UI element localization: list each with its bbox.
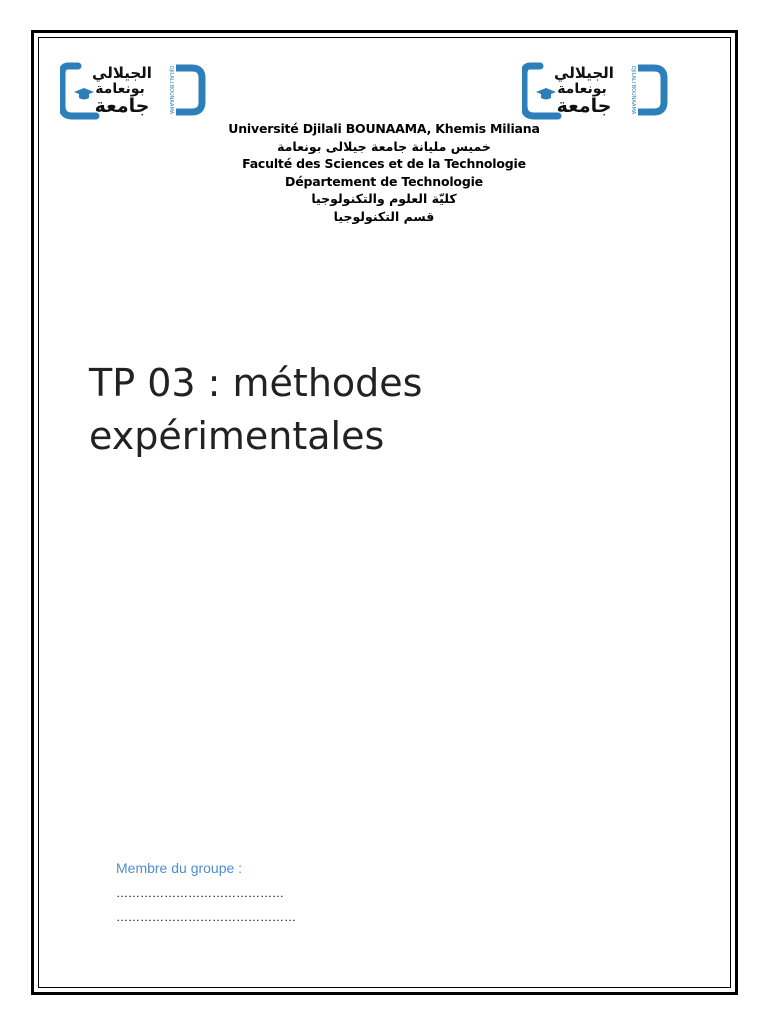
logo-side-text: DJILALI BOUNAAMA xyxy=(168,65,174,115)
title-line-2: expérimentales xyxy=(89,414,385,458)
logo-graphic-left xyxy=(60,60,208,122)
logo-text-big: جامعة xyxy=(94,95,150,117)
document-title xyxy=(89,357,649,463)
group-members-label: Membre du groupe : xyxy=(116,860,243,876)
logo-graphic-right xyxy=(522,60,670,122)
logo-side-text: DJILALI BOUNAAMA xyxy=(630,65,636,115)
logo-text-big: جامعة xyxy=(556,95,612,117)
institution-header xyxy=(150,120,618,225)
logo-text-mid: بونعامة xyxy=(557,81,607,97)
logo-text-top: الجيلالي xyxy=(554,64,614,82)
university-logo-left xyxy=(60,60,208,122)
member-line-1: …………………………………… xyxy=(116,886,284,900)
title-line-1: TP 03 : méthodes xyxy=(89,361,423,405)
faculty-name-fr: Faculté des Sciences et de la Technologie xyxy=(242,156,526,171)
faculty-name-ar: كليّة العلوم والتكنولوجيا xyxy=(311,191,457,206)
group-members-section xyxy=(116,855,296,929)
university-name-ar: خميس مليانة جامعة جيلالى بونعامة xyxy=(277,138,491,154)
logo-text-top: الجيلالي xyxy=(92,64,152,82)
logo-text-mid: بونعامة xyxy=(95,81,145,97)
department-name-fr: Département de Technologie xyxy=(285,173,483,189)
member-line-2: ……………………………………… xyxy=(116,910,296,924)
university-logo-right xyxy=(522,60,670,122)
department-name-ar: قسم التكنولوجيا xyxy=(333,208,435,224)
university-name-fr: Université Djilali BOUNAAMA, Khemis Miliana xyxy=(228,121,540,136)
